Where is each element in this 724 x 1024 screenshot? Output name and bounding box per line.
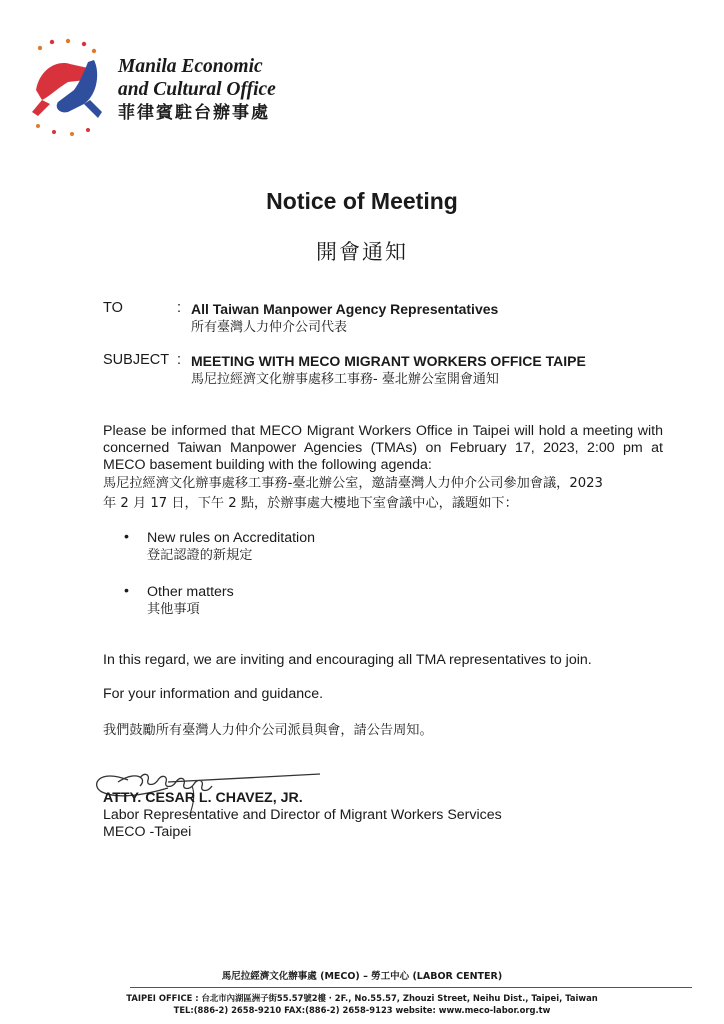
logo-arm-red bbox=[32, 100, 50, 116]
meco-logo bbox=[28, 38, 108, 138]
signatory-office: MECO -Taipei bbox=[103, 824, 192, 840]
footer-contact: TEL:(886-2) 2658-9210 FAX:(886-2) 2658-9123 website: www.meco-labor.org.tw bbox=[173, 1005, 551, 1015]
signatory-name: ATTY. CESAR L. CHAVEZ, JR. bbox=[103, 790, 303, 806]
intro-zh-line2: 年 2 月 17 日，下午 2 點，於辦事處大樓地下室會議中心，議題如下： bbox=[103, 496, 518, 511]
bullet-icon: • bbox=[124, 583, 129, 599]
to-value-zh: 所有臺灣人力仲介公司代表 bbox=[191, 320, 348, 335]
agenda-item-zh: 登記認證的新規定 bbox=[147, 548, 253, 563]
agenda-item-en: New rules on Accreditation bbox=[147, 530, 315, 546]
agenda-item-en: Other matters bbox=[147, 584, 234, 600]
signatory-block bbox=[103, 790, 502, 841]
logo-arm-blue bbox=[84, 100, 102, 118]
page-title-zh: 開會通知 bbox=[316, 240, 408, 264]
intro-en-line3: MECO basement building with the following agenda: bbox=[103, 457, 432, 473]
intro-zh-line1: 馬尼拉經濟文化辦事處移工事務-臺北辦公室，邀請臺灣人力仲介公司參加會議，2023 bbox=[103, 476, 603, 491]
footer-address: TAIPEI OFFICE : 台北市內湖區洲子街55.57號2樓 ‧ 2F., No.55.57, Zhouzi Street, Neihu Dist., Taipei, Taiwan bbox=[126, 993, 598, 1003]
logo-dots-bottom bbox=[36, 124, 90, 136]
to-colon: : bbox=[177, 300, 182, 316]
subject-value-zh: 馬尼拉經濟文化辦事處移工事務- 臺北辦公室開會通知 bbox=[191, 372, 499, 387]
subject-label: SUBJECT bbox=[103, 352, 170, 368]
logo-dots-top bbox=[38, 39, 96, 53]
invite-text: In this regard, we are inviting and encouraging all TMA representatives to join. bbox=[103, 652, 592, 668]
organization-name bbox=[118, 55, 276, 125]
signatory-title: Labor Representative and Director of Migrant Workers Services bbox=[103, 807, 502, 823]
org-name-line2: and Cultural Office bbox=[118, 79, 276, 100]
to-value-en: All Taiwan Manpower Agency Representatives bbox=[191, 301, 499, 317]
intro-en-line2: concerned Taiwan Manpower Agencies (TMAs) on February 17, 2023, 2:00 pm at bbox=[103, 440, 663, 456]
intro-en-line1: Please be informed that MECO Migrant Workers Office in Taipei will hold a meeting with bbox=[103, 423, 663, 439]
to-value bbox=[191, 300, 498, 337]
bullet-icon: • bbox=[124, 529, 129, 545]
org-name-zh: 菲律賓駐台辦事處 bbox=[118, 103, 270, 123]
agenda-item-zh: 其他事項 bbox=[147, 602, 200, 617]
subject-value-en: MEETING WITH MECO MIGRANT WORKERS OFFICE TAIPE bbox=[191, 353, 586, 369]
footer-center-name: 馬尼拉經濟文化辦事處 (MECO) – 勞工中心 (LABOR CENTER) bbox=[221, 971, 503, 982]
org-name-line1: Manila Economic bbox=[118, 56, 263, 77]
subject-value bbox=[191, 352, 586, 389]
subject-colon: : bbox=[177, 352, 182, 368]
intro-paragraph bbox=[103, 423, 663, 514]
guidance-text: For your information and guidance. bbox=[103, 686, 324, 702]
footer-address-block bbox=[0, 992, 724, 1016]
footer-divider bbox=[130, 987, 692, 988]
page-title: Notice of Meeting bbox=[266, 188, 458, 214]
to-label: TO bbox=[103, 300, 123, 316]
invite-text-zh: 我們鼓勵所有臺灣人力仲介公司派員與會，請公告周知。 bbox=[103, 723, 433, 738]
